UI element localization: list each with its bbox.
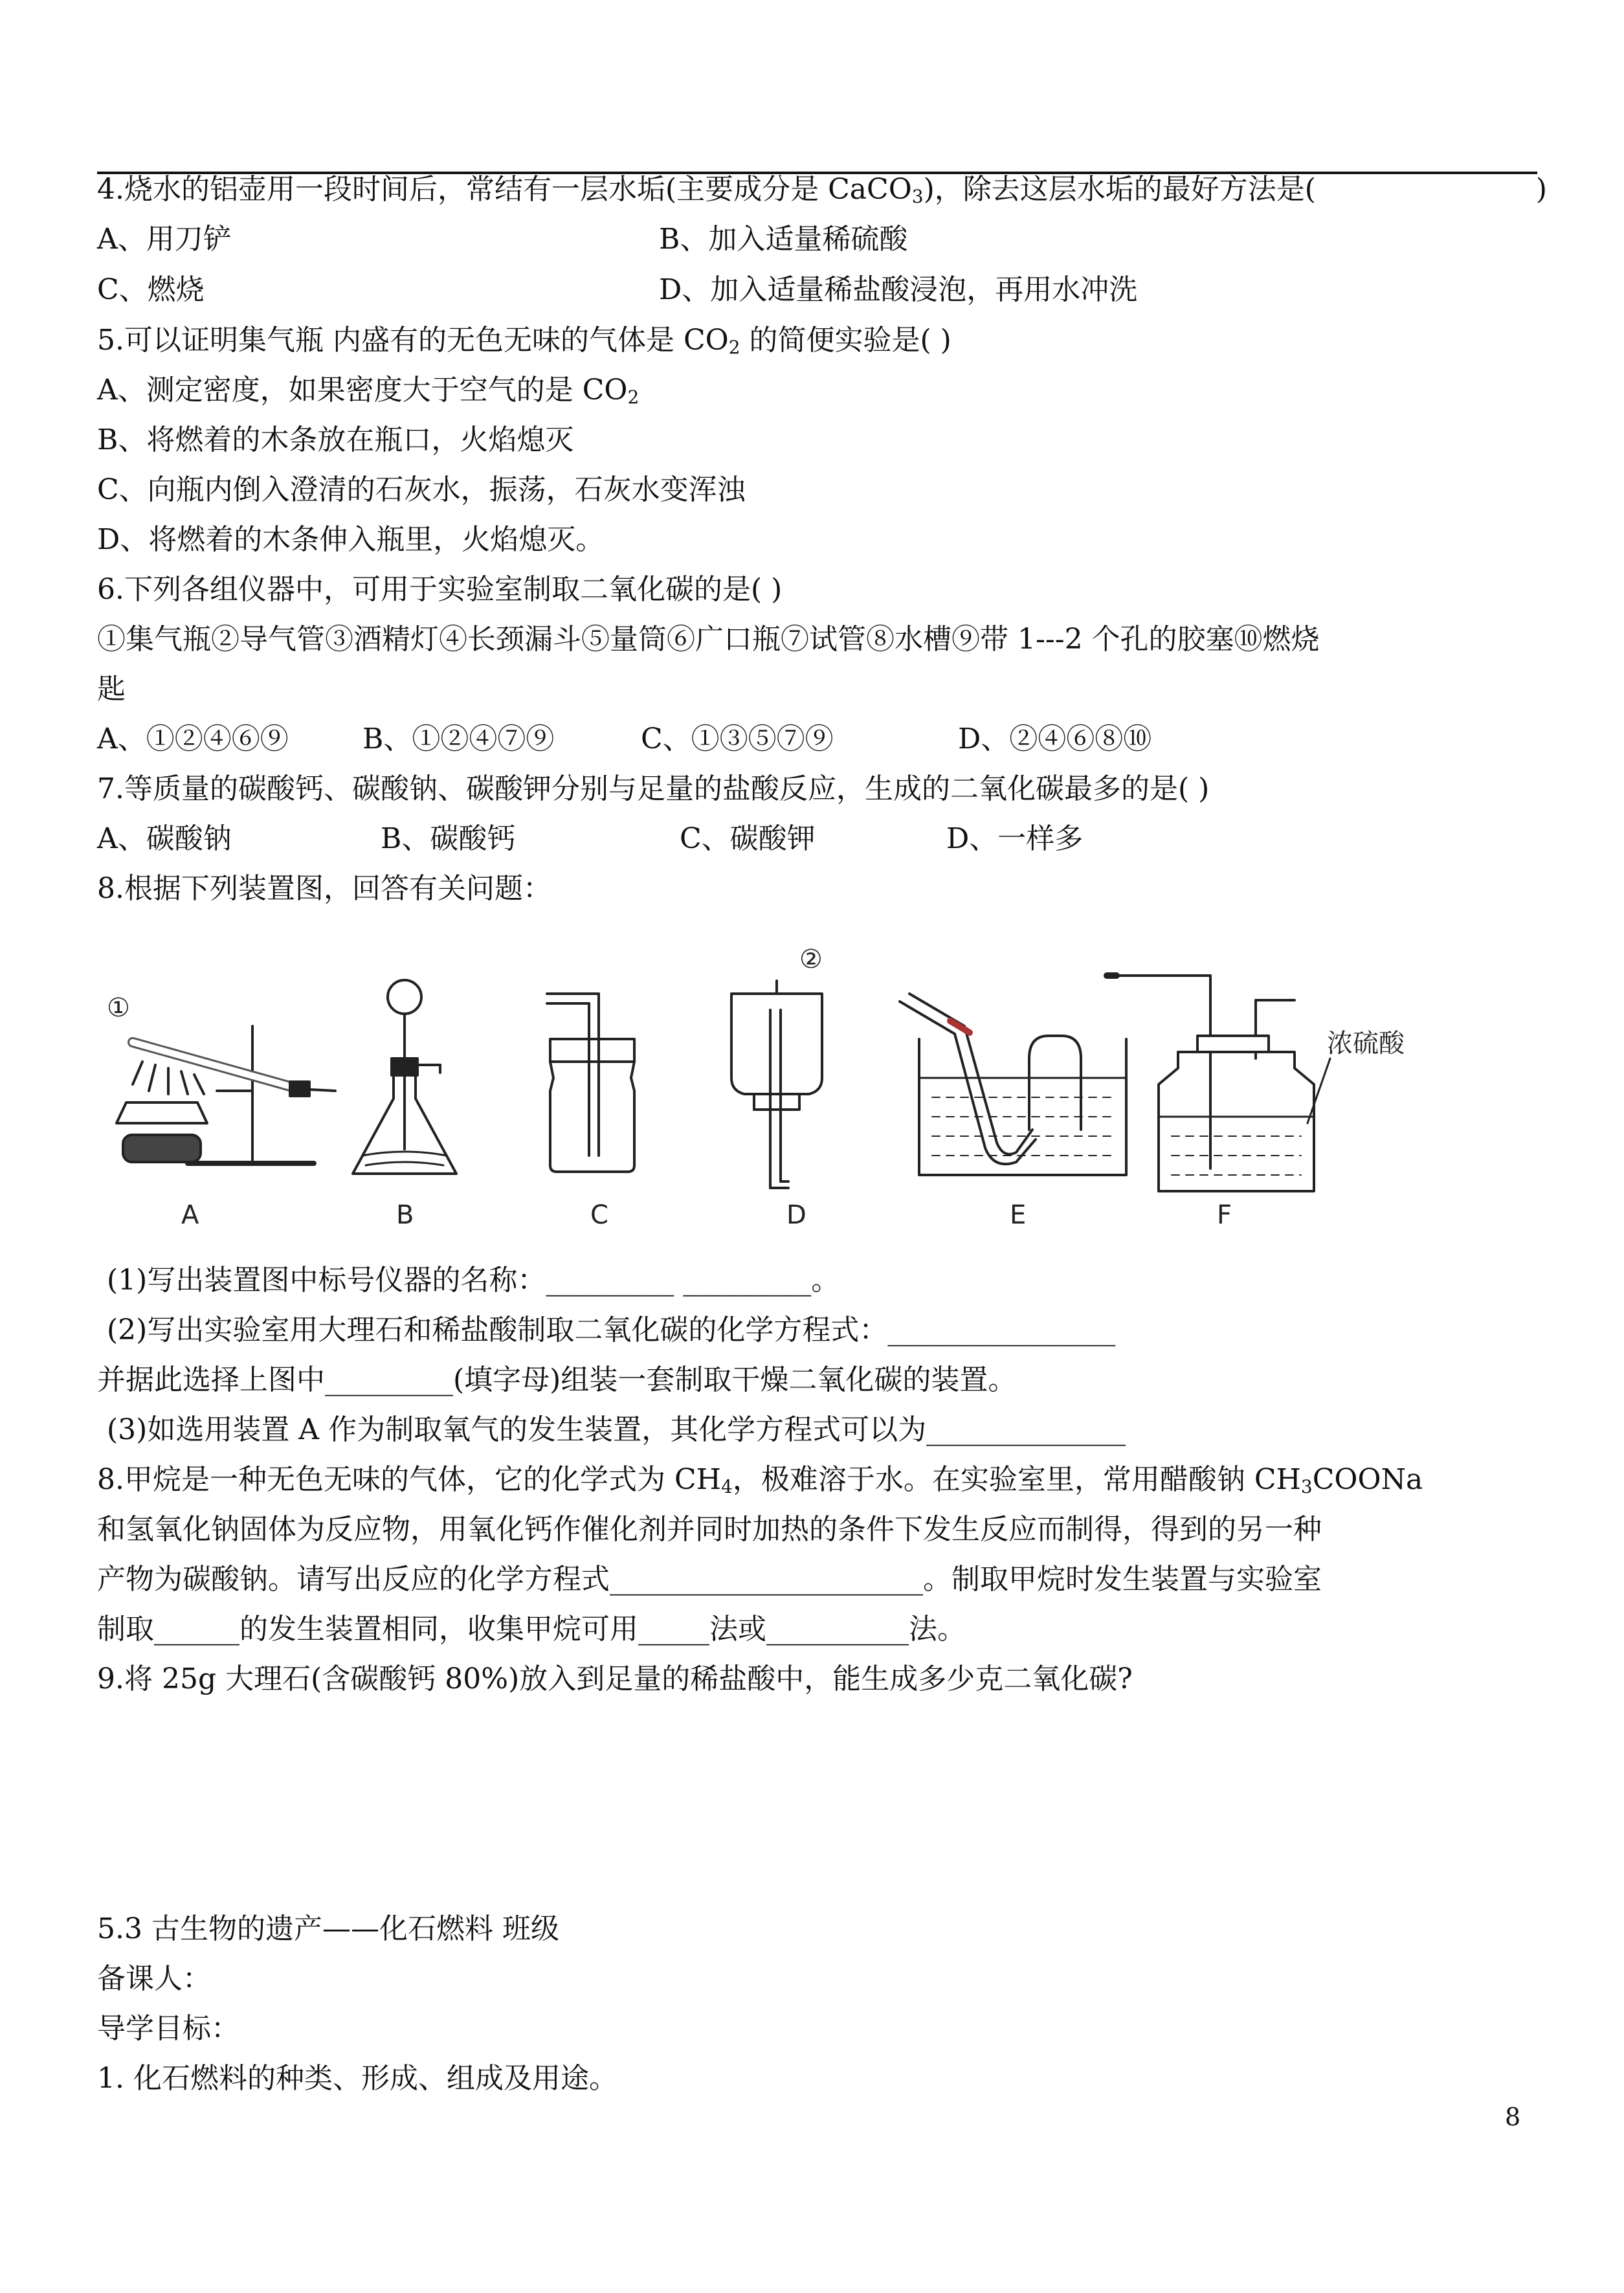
q6-option-d: D、②④⑥⑧⑩ bbox=[958, 722, 1152, 755]
q8b-line3: 产物为碳酸钠。请写出反应的化学方程式______________________。制取甲烷时发生装置与实验室 bbox=[97, 1563, 1322, 1596]
label-f: F bbox=[1217, 1200, 1232, 1230]
acid-label: 浓硫酸 bbox=[1327, 1029, 1405, 1058]
q8b-line1-sub: 4 bbox=[721, 1476, 733, 1497]
q5-stem-text: 5.可以证明集气瓶 内盛有的无色无味的气体是 CO bbox=[97, 324, 729, 357]
goal-heading: 导学目标： bbox=[97, 2012, 239, 2045]
q5-option-b: B、将燃着的木条放在瓶口，火焰熄灭 bbox=[97, 423, 574, 456]
q7-option-b: B、碳酸钙 bbox=[381, 822, 516, 855]
q5-stem-sub: 2 bbox=[728, 337, 740, 358]
q5-option-a-sub: 2 bbox=[627, 386, 640, 408]
q4-option-b: B、加入适量稀硫酸 bbox=[659, 223, 908, 256]
apparatus-figure bbox=[97, 929, 1411, 1233]
section-title: 5.3 古生物的遗产——化石燃料 班级 bbox=[97, 1912, 559, 1945]
q5-stem-text-2: 的简便实验是( ) bbox=[740, 324, 951, 357]
page-number: 8 bbox=[1505, 2103, 1521, 2131]
q8-sub2: (2)写出实验室用大理石和稀盐酸制取二氧化碳的化学方程式：________________ bbox=[107, 1314, 1116, 1347]
q8b-line1-text-3: COONa bbox=[1312, 1463, 1423, 1496]
q5-option-a bbox=[97, 372, 639, 408]
q5-option-a-text: A、测定密度，如果密度大于空气的是 CO bbox=[97, 374, 628, 407]
q7-option-a: A、碳酸钠 bbox=[97, 822, 232, 855]
q9-stem: 9.将 25g 大理石(含碳酸钙 80%)放入到足量的稀盐酸中，能生成多少克二氧化碳? bbox=[97, 1662, 1133, 1695]
q7-stem: 7.等质量的碳酸钙、碳酸钠、碳酸钾分别与足量的盐酸反应，生成的二氧化碳最多的是( ) bbox=[97, 772, 1210, 805]
q6-stem: 6.下列各组仪器中，可用于实验室制取二氧化碳的是( ) bbox=[97, 573, 783, 606]
instrument-marker-1: ① bbox=[107, 993, 130, 1023]
q6-items-line2: 匙 bbox=[97, 673, 126, 706]
q4-stem-text: 4.烧水的铝壶用一段时间后，常结有一层水垢(主要成分是 CaCO bbox=[97, 173, 912, 206]
q5-option-c: C、向瓶内倒入澄清的石灰水，振荡，石灰水变浑浊 bbox=[97, 473, 746, 506]
q8-sub3: (3)如选用装置 A 作为制取氧气的发生装置，其化学方程式可以为______________ bbox=[107, 1413, 1126, 1446]
q8b-line1-text-2: ，极难溶于水。在实验室里，常用醋酸钠 CH bbox=[732, 1463, 1301, 1496]
q6-option-b: B、①②④⑦⑨ bbox=[362, 722, 555, 755]
q5-stem bbox=[97, 322, 951, 359]
goal-item-1: 1. 化石燃料的种类、形成、组成及用途。 bbox=[97, 2062, 617, 2095]
q4-stem bbox=[97, 172, 1547, 208]
q4-stem-text-2: )，除去这层水垢的最好方法是( bbox=[923, 173, 1316, 206]
q6-option-a: A、①②④⑥⑨ bbox=[97, 722, 289, 755]
q8b-line1 bbox=[97, 1462, 1423, 1498]
preparer-label: 备课人： bbox=[97, 1962, 211, 1995]
q4-stem-sub: 3 bbox=[911, 186, 924, 207]
q7-option-d: D、一样多 bbox=[946, 822, 1084, 855]
label-d: D bbox=[786, 1200, 806, 1230]
q8-stem: 8.根据下列装置图，回答有关问题： bbox=[97, 872, 551, 905]
q6-items-line1: ①集气瓶②导气管③酒精灯④长颈漏斗⑤量筒⑥广口瓶⑦试管⑧水槽⑨带 1---2 个孔的胶塞⑩燃烧 bbox=[97, 623, 1320, 656]
q8-sub2b: 并据此选择上图中_________(填字母)组装一套制取干燥二氧化碳的装置。 bbox=[97, 1363, 1017, 1396]
q4-option-d: D、加入适量稀盐酸浸泡，再用水冲洗 bbox=[659, 273, 1138, 306]
label-b: B bbox=[396, 1200, 414, 1230]
instrument-marker-2: ② bbox=[799, 945, 823, 974]
q8-sub1: (1)写出装置图中标号仪器的名称：_________ _________。 bbox=[107, 1264, 840, 1297]
q4-answer-paren: ) bbox=[1535, 173, 1547, 206]
q8b-line2: 和氢氧化钠固体为反应物，用氧化钙作催化剂并同时加热的条件下发生反应而制得，得到的另一种 bbox=[97, 1513, 1322, 1546]
q4-option-c: C、燃烧 bbox=[97, 273, 205, 306]
q8b-line1-sub-2: 3 bbox=[1300, 1476, 1313, 1497]
q7-option-c: C、碳酸钾 bbox=[680, 822, 816, 855]
q6-option-c: C、①③⑤⑦⑨ bbox=[641, 722, 834, 755]
label-c: C bbox=[590, 1200, 608, 1230]
label-a: A bbox=[181, 1200, 199, 1230]
q8b-line1-text: 8.甲烷是一种无色无味的气体，它的化学式为 CH bbox=[97, 1463, 722, 1496]
label-e: E bbox=[1010, 1200, 1027, 1230]
q8b-line4: 制取______的发生装置相同，收集甲烷可用_____法或__________法。 bbox=[97, 1613, 966, 1646]
q5-option-d: D、将燃着的木条伸入瓶里，火焰熄灭。 bbox=[97, 523, 605, 556]
q4-option-a: A、用刀铲 bbox=[97, 223, 232, 256]
